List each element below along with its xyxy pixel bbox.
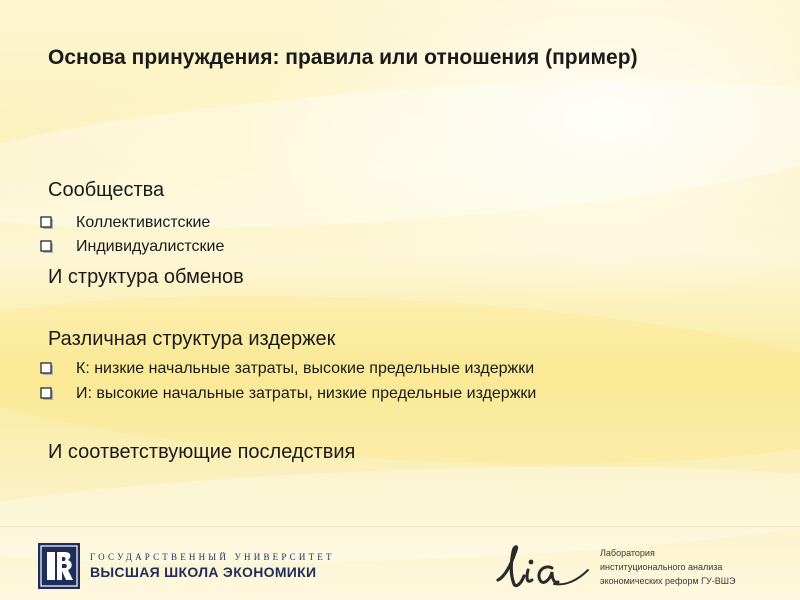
section-heading-exchange-structure: И структура обменов bbox=[48, 266, 244, 288]
lab-line: Лаборатория bbox=[600, 548, 655, 558]
section-heading-communities: Сообщества bbox=[48, 179, 165, 201]
checkbox-icon bbox=[40, 387, 54, 401]
hse-emblem-icon bbox=[38, 543, 80, 589]
lab-signature-logo bbox=[494, 540, 592, 592]
list-item bbox=[40, 214, 210, 232]
list-item-label: Индивидуалистские bbox=[76, 238, 225, 255]
lab-line: экономических реформ ГУ-ВШЭ bbox=[600, 576, 736, 586]
list-item bbox=[40, 385, 536, 403]
section-heading-cost-structure: Различная структура издержек bbox=[48, 328, 336, 350]
list-item bbox=[40, 238, 224, 256]
checkbox-icon bbox=[40, 362, 54, 376]
lab-line: институционального анализа bbox=[600, 562, 723, 572]
list-item-label: И: высокие начальные затраты, низкие предельные издержки bbox=[76, 385, 537, 402]
lab-label bbox=[600, 546, 735, 588]
checkbox-icon bbox=[40, 216, 54, 230]
list-item bbox=[40, 360, 534, 378]
footer-divider bbox=[0, 526, 800, 527]
list-item-label: К: низкие начальные затраты, высокие предельные издержки bbox=[76, 360, 535, 377]
hse-university-label: ГОСУДАРСТВЕННЫЙ УНИВЕРСИТЕТ bbox=[90, 552, 335, 562]
slide-title: Основа принуждения: правила или отношения (пример) bbox=[48, 46, 638, 69]
hse-logo bbox=[38, 542, 335, 590]
hse-name-label: ВЫСШАЯ ШКОЛА ЭКОНОМИКИ bbox=[90, 564, 317, 580]
checkbox-icon bbox=[40, 240, 54, 254]
list-item-label: Коллективистские bbox=[76, 214, 211, 231]
section-heading-consequences: И соответствующие последствия bbox=[48, 441, 356, 463]
